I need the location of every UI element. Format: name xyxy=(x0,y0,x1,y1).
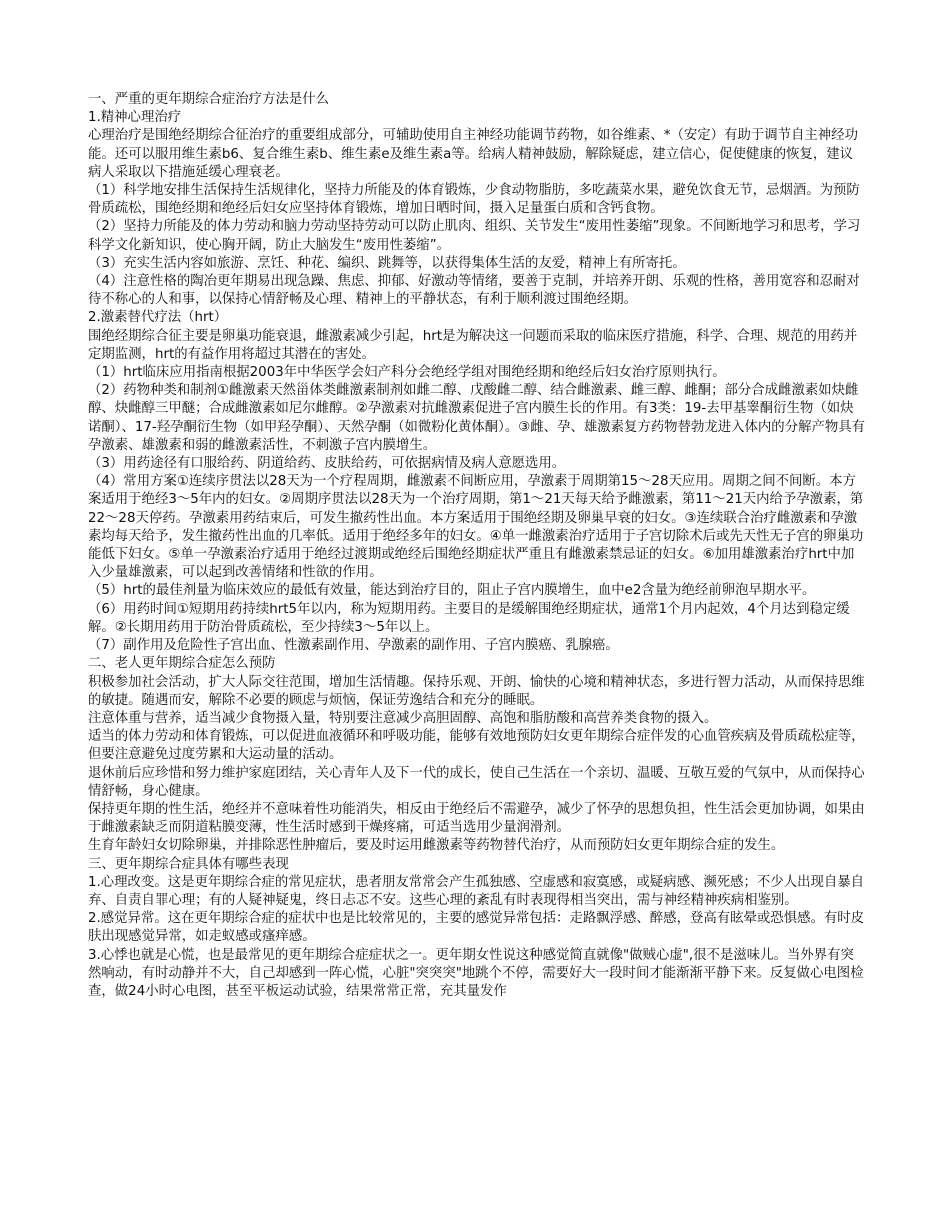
paragraph: 适当的体力劳动和体育锻炼，可以促进血液循环和呼吸功能，能够有效地预防妇女更年期综合症伴发的心血管疾病及骨质疏松症等，但要注意避免过度劳累和大运动量的活动。 xyxy=(88,729,865,763)
list-item: （3）充实生活内容如旅游、烹饪、种花、编织、跳舞等，以获得集体生活的友爱，精神上有所寄托。 xyxy=(88,255,686,271)
subsection-heading: 1.精神心理治疗 xyxy=(88,110,182,126)
list-item: （1）hrt临床应用指南根据2003年中华医学会妇产科分会绝经学组对围绝经期和绝经后妇女治疗原则执行。 xyxy=(88,365,726,381)
paragraph: 生育年龄妇女切除卵巢，并排除恶性肿瘤后，要及时运用雌激素等药物替代治疗，从而预防妇女更年期综合症的发生。 xyxy=(88,838,785,854)
list-item: （4）注意性格的陶冶更年期易出现急躁、焦虑、抑郁、好激动等情绪，要善于克制，并培养开朗、乐观的性格，善用宽容和忍耐对待不称心的人和事，以保持心情舒畅及心理、精神上的平静状态，有利于顺利渡过围绝经期。 xyxy=(88,274,860,308)
list-item: （7）副作用及危险性子宫出血、性激素副作用、孕激素的副作用、子宫内膜癌、乳腺癌。 xyxy=(88,638,619,654)
paragraph: 保持更年期的性生活，绝经并不意味着性功能消失，相反由于绝经后不需避孕，减少了怀孕的思想负担，性生活会更加协调，如果由于雌激素缺乏而阴道粘膜变薄，性生活时感到干燥疼痛，可适当选用少量润滑剂。 xyxy=(88,801,865,836)
list-item: 2.感觉异常。这在更年期综合症的症状中也是比较常见的，主要的感觉异常包括：走路飘浮感、醉感，登高有眩晕或恐惧感。有时皮肤出现感觉异常，如走蚁感或瘙痒感。 xyxy=(88,911,865,945)
document-body xyxy=(88,91,866,1001)
list-item: （5）hrt的最佳剂量为临床效应的最低有效量，能达到治疗目的，阻止子宫内膜增生，血中e2含量为绝经前卵泡早期水平。 xyxy=(88,583,816,599)
paragraph: 心理治疗是围绝经期综合征治疗的重要组成部分，可辅助使用自主神经功能调节药物，如谷维素、*（安定）有助于调节自主神经功能。还可以服用维生素b6、复合维生素b、维生素e及维生素a等。给病人精神鼓励，解除疑虑，建立信心，促使健康的恢复，建议病人采取以下措施延缓心理衰老。 xyxy=(88,128,858,180)
section-heading: 二、老人更年期综合症怎么预防 xyxy=(88,656,276,672)
list-item: （2）坚持力所能及的体力劳动和脑力劳动坚持劳动可以防止肌肉、组织、关节发生“废用性萎缩”现象。不间断地学习和思考，学习科学文化新知识，使心胸开阔，防止大脑发生“废用性萎缩”。 xyxy=(88,219,861,253)
subsection-heading: 2.激素替代疗法（hrt） xyxy=(88,310,228,326)
list-item: （1）科学地安排生活保持生活规律化，坚持力所能及的体育锻炼，少食动物脂肪，多吃蔬菜水果，避免饮食无节，忌烟酒。为预防骨质疏松，围绝经期和绝经后妇女应坚持体育锻炼，增加日晒时间，摄入足量蛋白质和含钙食物。 xyxy=(88,183,860,217)
section-heading: 一、严重的更年期综合症治疗方法是什么 xyxy=(88,92,330,107)
paragraph: 围绝经期综合征主要是卵巢功能衰退，雌激素减少引起，hrt是为解决这一问题而采取的临床医疗措施，科学、合理、规范的用药并定期监测，hrt的有益作用将超过其潜在的害处。 xyxy=(88,328,858,362)
list-item: （3）用药途径有口服给药、阴道给药、皮肤给药，可依据病情及病人意愿选用。 xyxy=(88,456,566,472)
list-item: （6）用药时间①短期用药持续hrt5年以内，称为短期用药。主要目的是缓解围绝经期症状，通常1个月内起效，4个月达到稳定缓解。②长期用药用于防治骨质疏松，至少持续3～5年以上。 xyxy=(88,601,850,635)
section-heading: 三、更年期综合症具体有哪些表现 xyxy=(88,856,289,872)
list-item: （4）常用方案①连续序贯法以28天为一个疗程周期，雌激素不间断应用，孕激素于周期第15～28天应用。周期之间不间断。本方案适用于绝经3～5年内的妇女。②周期序贯法以28天为一个治疗周期，第1～21天每天给予雌激素，第11～21天内给予孕激素，第22～28天停药。孕激素用药结束后，可发生撤药性出血。本方案适用于围绝经期及卵巢早衰的妇女。③连续联合治疗雌激素和孕激素均每天给予，发生撤药性出血的几率低。适用于绝经多年的妇女。④单一雌激素治疗适用于子宫切除术后或先天性无子宫的卵巢功能低下妇女。⑤单一孕激素治疗适用于绝经过渡期或绝经后围绝经期症状严重且有雌激素禁忌证的妇女。⑥加用雄激素治疗hrt中加入少量雄激素，可以起到改善情绪和性欲的作用。 xyxy=(88,474,864,581)
paragraph: 积极参加社会活动，扩大人际交往范围，增加生活情趣。保持乐观、开朗、愉快的心境和精神状态，多进行智力活动，从而保持思维的敏捷。随遇而安，解除不必要的顾虑与烦恼，保证劳逸结合和充分的睡眠。 xyxy=(88,674,865,708)
paragraph: 退休前后应珍惜和努力维护家庭团结，关心青年人及下一代的成长，使自己生活在一个亲切、温暖、互敬互爱的气氛中，从而保持心情舒畅，身心健康。 xyxy=(88,765,865,799)
list-item: 3.心悸也就是心慌，也是最常见的更年期综合症症状之一。更年期女性说这种感觉简直就像"做贼心虚",很不是滋味儿。当外界有突然响动，有时动静并不大，自己却感到一阵心慌，心脏"突突突"地跳个不停，需要好大一段时间才能渐渐平静下来。反复做心电图检查，做24小时心电图，甚至平板运动试验，结果常常正常，充其量发作 xyxy=(88,947,864,999)
list-item: （2）药物种类和制剂①雌激素天然甾体类雌激素制剂如雌二醇、戊酸雌二醇、结合雌激素、雌三醇、雌酮；部分合成雌激素如炔雌醇、炔雌醇三甲醚；合成雌激素如尼尔雌醇。②孕激素对抗雌激素促进子宫内膜生长的作用。有3类：19-去甲基睾酮衍生物（如炔诺酮）、17-羟孕酮衍生物（如甲羟孕酮）、天然孕酮（如微粉化黄体酮）。③雌、孕、雄激素复方药物替勃龙进入体内的分解产物具有孕激素、雄激素和弱的雌激素活性，不刺激子宫内膜增生。 xyxy=(88,383,866,453)
list-item: 1.心理改变。这是更年期综合症的常见症状，患者朋友常常会产生孤独感、空虚感和寂寞感，或疑病感、濒死感；不少人出现自暴自弃、自责自罪心理；有的人疑神疑鬼，终日忐忑不安。这些心理的紊乱有时表现得相当突出，需与神经精神疾病相鉴别。 xyxy=(88,874,865,908)
paragraph: 注意体重与营养，适当减少食物摄入量，特别要注意减少高胆固醇、高饱和脂肪酸和高营养类食物的摄入。 xyxy=(88,710,718,726)
